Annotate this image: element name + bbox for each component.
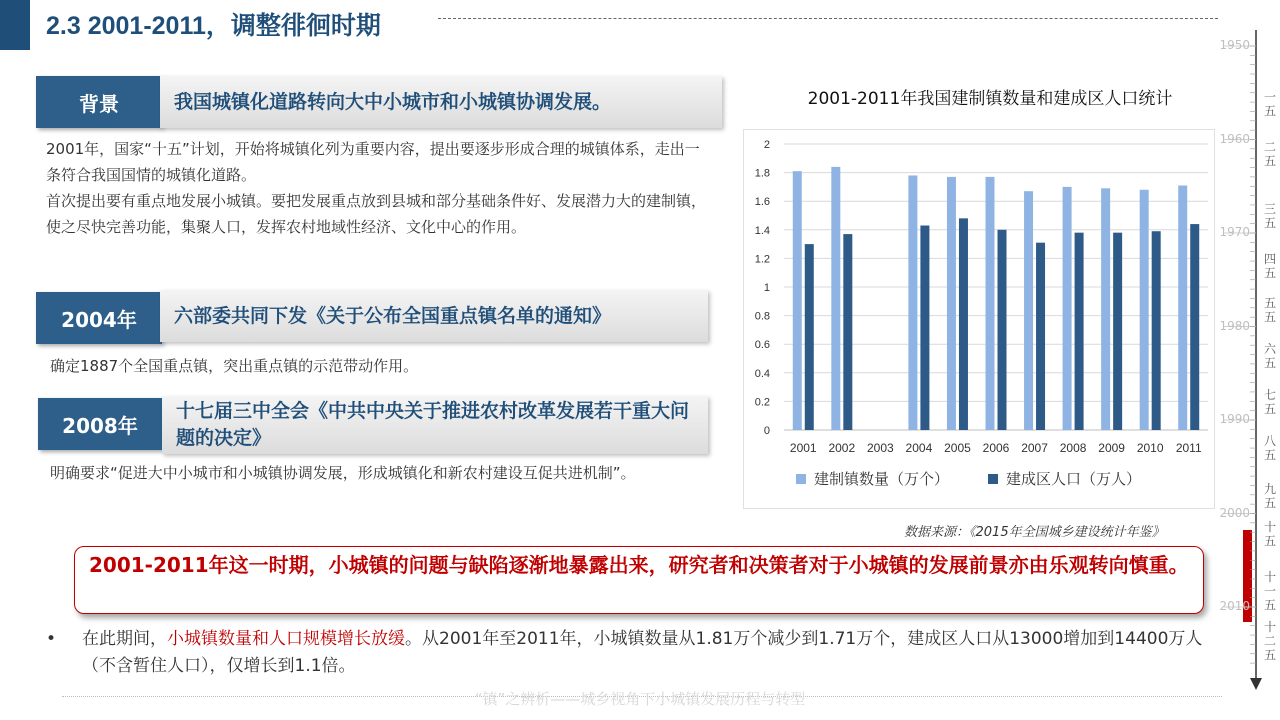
data-source-note: 数据来源：《2015年全国城乡建设统计年鉴》	[904, 525, 1165, 540]
bar-towns	[793, 171, 802, 430]
page-title: 2.3 2001-2011，调整徘徊时期	[46, 12, 381, 40]
y-tick-label: 1	[763, 282, 770, 294]
x-tick-label: 2009	[1098, 441, 1125, 455]
timeline-plan-label: 九五	[1263, 482, 1276, 510]
timeline-plan-label: 二五	[1263, 140, 1276, 168]
section-body-2008	[50, 460, 710, 486]
paragraph: 首次提出要有重点地发展小城镇。要把发展重点放到县城和部分基础条件好、发展潜力大的建制镇，使之尽快完善功能，集聚人口，发挥农村地域性经济、文化中心的作用。	[46, 192, 707, 236]
timeline-ruler	[1210, 30, 1280, 698]
timeline-plan-label: 七五	[1263, 388, 1276, 416]
bar-towns	[1178, 185, 1187, 430]
summary-bullet	[46, 626, 1226, 680]
x-tick-label: 2008	[1059, 441, 1087, 455]
y-tick-label: 0	[763, 425, 770, 437]
bar-towns	[908, 175, 917, 430]
x-tick-label: 2003	[867, 441, 894, 455]
bar-population	[1075, 233, 1084, 430]
section-label-background: 背景	[36, 76, 162, 128]
bar-population	[920, 226, 929, 430]
timeline-year-label: 1980	[1219, 318, 1250, 333]
footer-caption: “镇”之辨析——城乡视角下小城镇发展历程与转型	[474, 690, 806, 708]
y-tick-label: 0.2	[754, 396, 770, 409]
bar-towns	[1101, 188, 1110, 430]
timeline-year-label: 1960	[1219, 131, 1250, 146]
x-tick-label: 2006	[982, 441, 1010, 455]
timeline-plan-label: 三五	[1263, 202, 1276, 230]
legend-label: 建成区人口（万人）	[1006, 470, 1142, 488]
bar-population	[1113, 233, 1122, 430]
bar-population	[998, 230, 1007, 430]
paragraph: 明确要求“促进大中小城市和小城镇协调发展，形成城镇化和新农村建设互促共进机制”。	[50, 464, 636, 482]
y-tick-label: 0.8	[754, 310, 770, 323]
timeline-plan-label: 一五	[1263, 90, 1276, 118]
y-tick-label: 1.2	[754, 253, 770, 266]
title-divider	[438, 18, 1218, 19]
section-body-background	[46, 136, 710, 240]
bullet-prefix: 在此期间，	[82, 629, 167, 649]
section-heading-background: 我国城镇化道路转向大中小城市和小城镇协调发展。	[160, 76, 722, 128]
section-heading-2004: 六部委共同下发《关于公布全国重点镇名单的通知》	[160, 290, 708, 342]
bar-population	[805, 244, 814, 430]
bar-population	[843, 234, 852, 430]
timeline-year-label: 2010	[1219, 599, 1250, 613]
bar-towns	[986, 177, 995, 430]
legend-label: 建制镇数量（万个）	[814, 470, 950, 488]
bar-population	[959, 218, 968, 430]
bar-chart	[744, 130, 1216, 510]
bar-towns	[1024, 191, 1033, 430]
timeline-plan-label: 十一五	[1263, 570, 1276, 612]
x-tick-label: 2004	[905, 441, 933, 455]
bar-towns	[1140, 190, 1149, 430]
bar-towns	[1063, 187, 1072, 430]
y-tick-label: 2	[763, 139, 770, 151]
timeline-plan-label: 十二五	[1263, 620, 1276, 662]
x-tick-label: 2011	[1175, 441, 1202, 455]
bar-population	[1190, 224, 1199, 430]
bullet-highlight: 小城镇数量和人口规模增长放缓	[167, 629, 405, 649]
x-tick-label: 2001	[789, 441, 817, 455]
x-tick-label: 2007	[1021, 441, 1048, 455]
section-label-2008: 2008年	[38, 398, 162, 450]
chart-area	[743, 129, 1215, 509]
key-conclusion-callout: 2001-2011年这一时期，小城镇的问题与缺陷逐渐地暴露出来，研究者和决策者对于小城镇的发展前景亦由乐观转向慎重。	[74, 546, 1204, 614]
y-tick-label: 1.6	[754, 196, 770, 209]
x-tick-label: 2002	[828, 441, 856, 455]
y-tick-label: 1.8	[754, 167, 770, 180]
y-tick-label: 0.4	[754, 367, 770, 380]
timeline-arrow-icon	[1250, 678, 1262, 690]
section-heading-2008: 十七届三中全会《中共中央关于推进农村改革发展若干重大问题的决定》	[162, 396, 708, 454]
bullet-icon: •	[46, 629, 57, 649]
timeline-plan-label: 五五	[1263, 296, 1276, 324]
bar-towns	[831, 167, 840, 430]
timeline-year-label: 1950	[1219, 38, 1250, 52]
timeline-plan-label: 四五	[1263, 252, 1276, 280]
chart-title: 2001-2011年我国建制镇数量和建成区人口统计	[807, 89, 1173, 109]
x-tick-label: 2005	[944, 441, 971, 455]
bullet-suffix: 。从2001年至2011年，小城镇数量从1.81万个减少到1.71万个，建成区人口从13000增加到14400万人（不含暂住人口），仅增长到1.1倍。	[82, 629, 1203, 676]
legend-swatch	[796, 474, 806, 484]
legend-swatch	[988, 474, 998, 484]
paragraph: 2001年，国家“十五”计划，开始将城镇化列为重要内容，提出要逐步形成合理的城镇体系，走出一条符合我国国情的城镇化道路。	[46, 140, 700, 184]
timeline-year-label: 1970	[1219, 225, 1250, 239]
y-tick-label: 0.6	[754, 339, 770, 352]
section-body-2004	[50, 353, 710, 379]
section-label-2004: 2004年	[36, 292, 162, 344]
title-accent-bar	[0, 0, 30, 50]
paragraph: 确定1887个全国重点镇，突出重点镇的示范带动作用。	[50, 357, 419, 375]
y-tick-label: 1.4	[754, 224, 770, 237]
bar-population	[1036, 243, 1045, 430]
x-tick-label: 2010	[1136, 441, 1164, 455]
bar-towns	[947, 177, 956, 430]
timeline-plan-label: 八五	[1263, 434, 1276, 462]
timeline-plan-label: 十五	[1263, 520, 1276, 548]
timeline-year-label: 1990	[1219, 412, 1250, 426]
timeline-year-label: 2000	[1219, 505, 1250, 520]
timeline-plan-label: 六五	[1263, 342, 1276, 370]
bar-population	[1152, 231, 1161, 430]
